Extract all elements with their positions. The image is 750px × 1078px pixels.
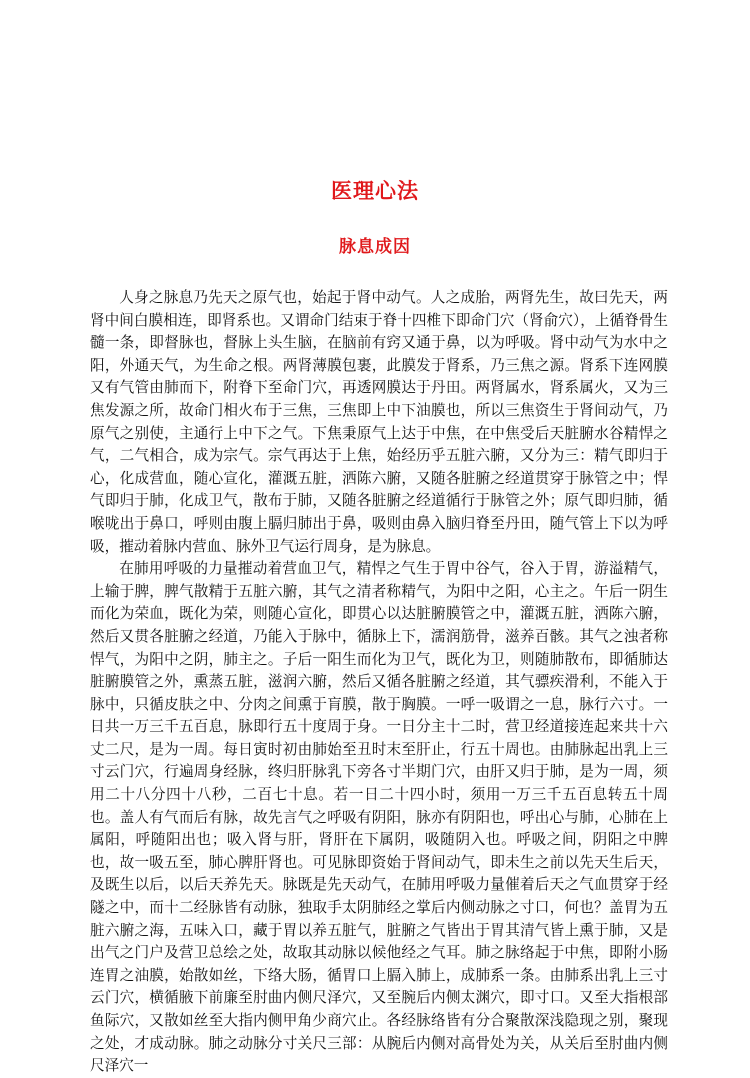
body-paragraph: 在肺用呼吸的力量摧动着营血卫气，精悍之气生于胃中谷气，谷入于胃，游溢精气，上输于脾，脾气散精于五脏六腑，其气之清者称精气，为阳中之阳，心主之。午后一阴生而化为荣血，既化为荣，则随心宣化，即贯心以达脏腑膜管之中，灌溉五脏，洒陈六腑，然后又贯各脏腑之经道，乃能入于脉中，循脉上下，濡润筋骨，滋养百骸。其气之浊者称悍气，为阳中之阴，肺主之。子后一阳生而化为卫气，既化为卫，则随肺散布，即循肺达脏腑膜管之外，熏蒸五脏，滋润六腑，然后又循各脏腑之经道，其气骠疾滑利，不能入于脉中，只循皮肤之中、分肉之间熏于肓膜，散于胸膜。一呼一吸谓之一息，脉行六寸。一日共一万三千五百息，脉即行五十度周于身。一日分主十二时，营卫经道接连起来共十六丈二尺，是为一周。每日寅时初由肺始至丑时末至肝止，行五十周也。由肺脉起出乳上三寸云门穴，行遍周身经脉，终归肝脉乳下旁各寸半期门穴，由肝又归于肺，是为一周，须用二十八分四十八秒，二百七十息。若一日二十四小时，须用一万三千五百息转五十周也。盖人有气而后有脉，故先言气之呼吸有阴阳，脉亦有阴阳也，呼出心与肺，心肺在上属阳，呼随阳出也；吸入肾与肝，肾肝在下属阴，吸随阴入也。呼吸之间，阴阳之中脾也，故一吸五至，肺心脾肝肾也。可见脉即资始于肾间动气，即未生之前以先天生后天，及既生以后，以后天养先天。脉既是先天动气，在肺用呼吸力量催着后天之气血贯穿于经隧之中，而十二经脉皆有动脉，独取手太阴肺经之掌后内侧动脉之寸口，何也？盖胃为五脏六腑之海，五味入口，藏于胃以养五脏气，脏腑之气皆出于胃其清气皆上熏于肺，又是出气之门户及营卫总绘之处，故取其动脉以候他经之气耳。肺之脉络起于中焦，即附小肠连胃之油膜，始散如丝，下络大肠，循胃口上膈入肺上，成肺系一条。由肺系出乳上三寸云门穴，横循腋下前廉至肘曲内侧尺泽穴，又至腕后内侧太渊穴，即寸口。又至大指根部鱼际穴，又散如丝至大指内侧甲角少商穴止。各经脉络皆有分合聚散深浅隐现之别，聚现之处，才成动脉。肺之动脉分寸关尺三部：从腕后内侧对高骨处为关，从关后至肘曲内侧尺泽穴一 — [90, 560, 668, 1075]
document-title: 医理心法 — [331, 178, 419, 203]
body-paragraph: 人身之脉息乃先天之原气也，始起于肾中动气。人之成胎，两肾先生，故曰先天，两肾中间白膜相连，即肾系也。又谓命门结束于脊十四椎下即命门穴（肾俞穴），上循脊骨生髓一条，即督脉也，督脉上头生脑，在脑前有窍又通于鼻，以为呼吸。肾中动气为水中之阳，外通天气，为生命之根。两肾薄膜包裹，此膜发于肾系，乃三焦之源。肾系下连网膜又有气管由肺而下，附脊下至命门穴，再透网膜达于丹田。两肾属水，肾系属火，又为三焦发源之所，故命门相火布于三焦，三焦即上中下油膜也，所以三焦资生于肾间动气，乃原气之别使，主通行上中下之气。下焦秉原气上达于中焦，在中焦受后天脏腑水谷精悍之气，二气相合，成为宗气。宗气再达于上焦，始经历乎五脏六腑，又分为三：精气即归于心，化成营血，随心宣化，灌溉五脏，洒陈六腑，又随各脏腑之经道贯穿于脉管之中；悍气即归于肺，化成卫气，散布于肺，又随各脏腑之经道循行于脉管之外；原气即归肺，循喉咙出于鼻口，呼则由腹上膈归肺出于鼻，吸则由鼻入脑归脊至丹田，随气管上下以为呼吸，摧动着脉内营血、脉外卫气运行周身，是为脉息。 — [90, 289, 668, 555]
section-heading: 脉息成因 — [339, 237, 411, 257]
document-body — [90, 287, 668, 1078]
